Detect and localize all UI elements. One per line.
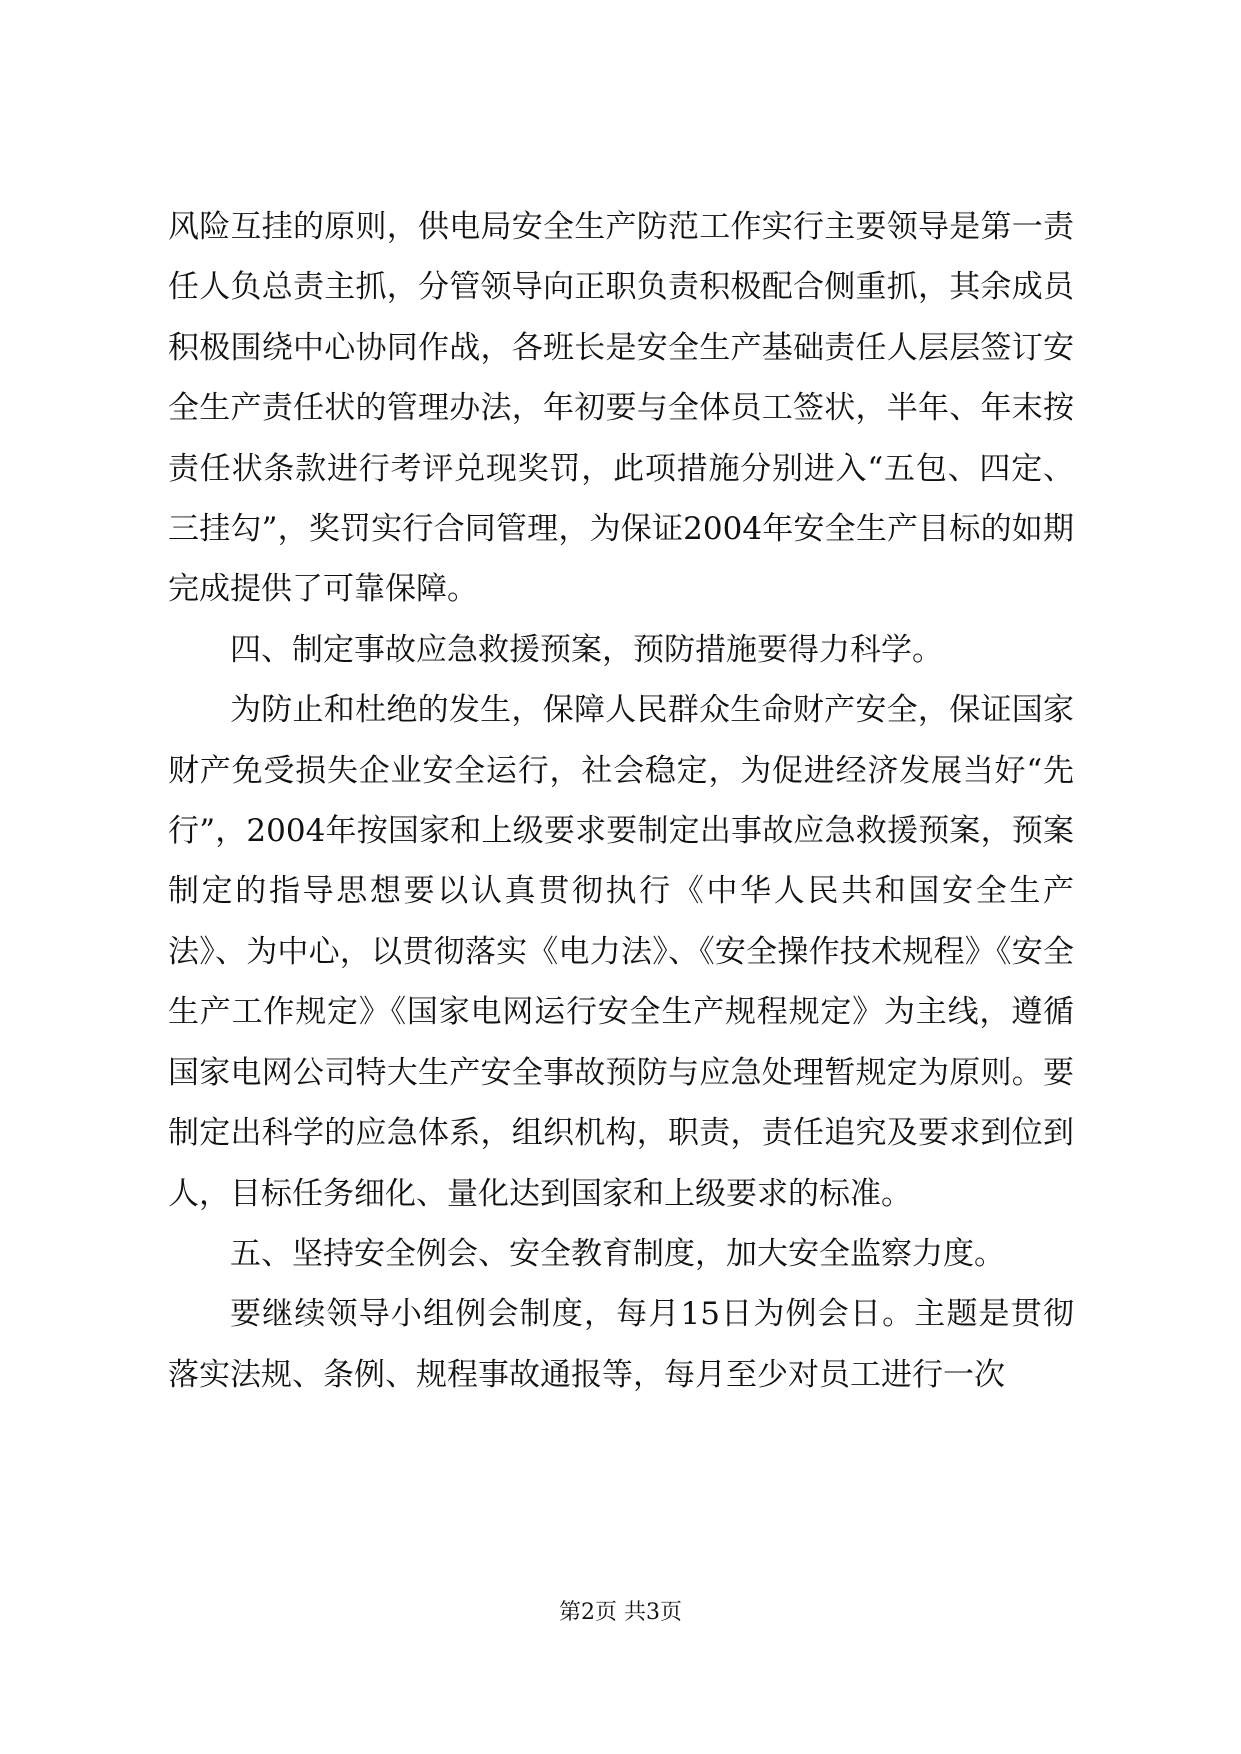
page-number-footer: 第2页 共3页 xyxy=(559,1600,682,1625)
paragraph-emergency-plan: 为防止和杜绝的发生，保障人民群众生命财产安全，保证国家财产免受损失企业安全运行，社会稳定，为促进经济发展当好“先行”，2004年按国家和上级要求要制定出事故应急救援预案，预案制定的指导思想要以认真贯彻执行《中华人民共和国安全生产法》、为中心，以贯彻落实《电力法》、《安全操作技术规程》《安全生产工作规定》《国家电网运行安全生产规程规定》为主线，遵循国家电网公司特大生产安全事故预防与应急处理暂规定为原则。要制定出科学的应急体系，组织机构，职责，责任追究及要求到位到人，目标任务细化、量化达到国家和上级要求的标准。 xyxy=(168,692,1074,1212)
paragraph-responsibility: 风险互挂的原则，供电局安全生产防范工作实行主要领导是第一责任人负总责主抓，分管领导向正职负责积极配合侧重抓，其余成员积极围绕中心协同作战，各班长是安全生产基础责任人层层签订安全生产责任状的管理办法，年初要与全体员工签状，半年、年末按责任状条款进行考评兑现奖罚，此项措施分别进入“五包、四定、三挂勾”，奖罚实行合同管理，为保证2004年安全生产目标的如期完成提供了可靠保障。 xyxy=(168,209,1074,608)
paragraph-safety-meetings: 要继续领导小组例会制度，每月15日为例会日。主题是贯彻落实法规、条例、规程事故通报等，每月至少对员工进行一次 xyxy=(168,1296,1074,1393)
heading-safety-meetings: 五、坚持安全例会、安全教育制度，加大安全监察力度。 xyxy=(230,1235,1005,1272)
heading-emergency-plan: 四、制定事故应急救援预案，预防措施要得力科学。 xyxy=(230,631,943,668)
document-body xyxy=(168,197,1074,1405)
